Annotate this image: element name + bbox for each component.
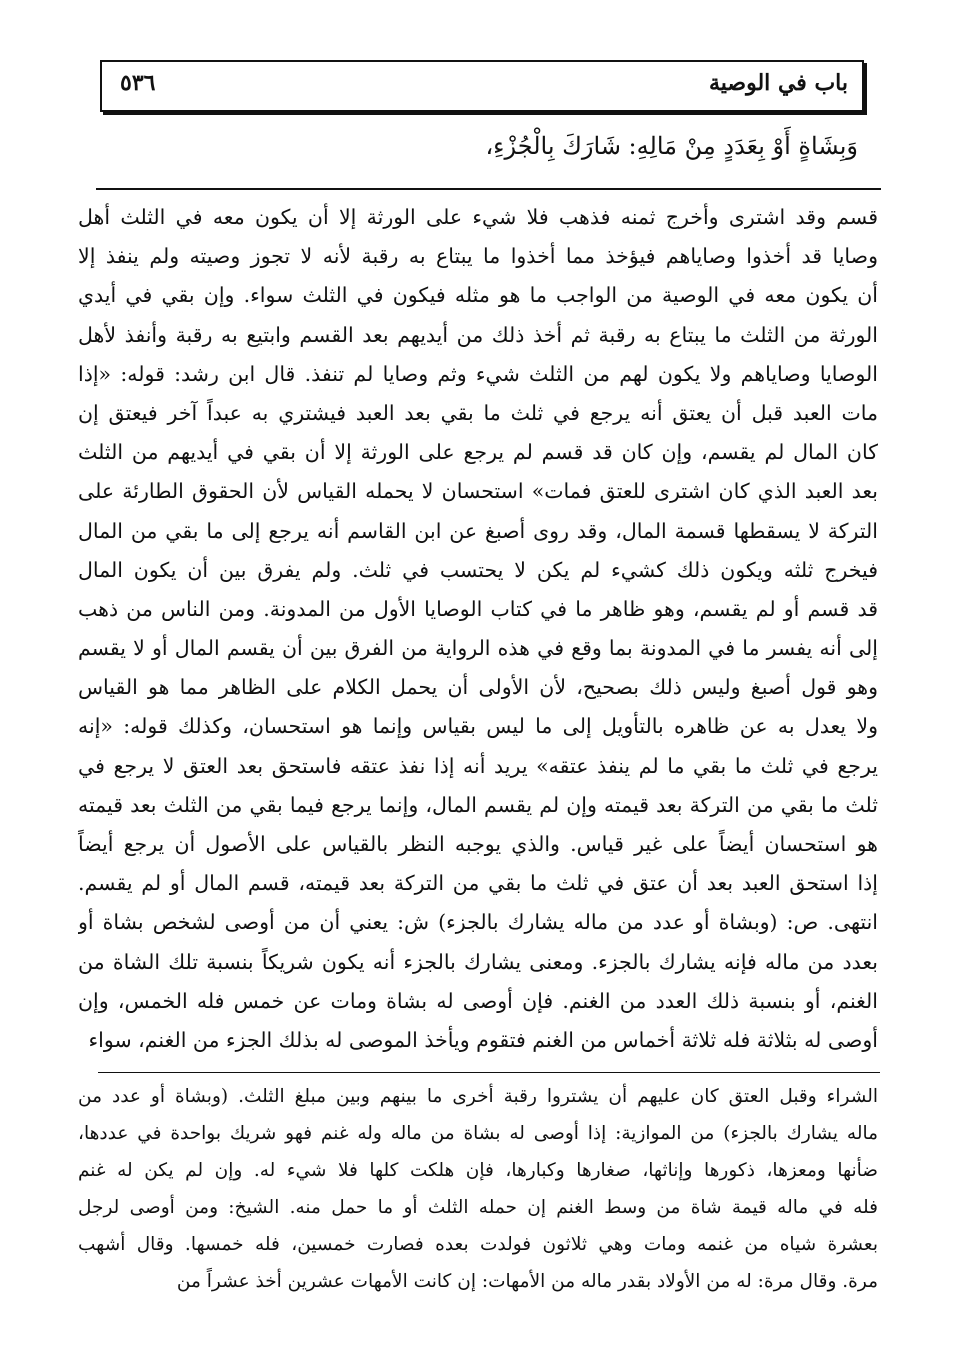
commentary-line: مات العبد قبل أن يعتق أنه يرجع في ثلث ما بقي بعد العبد فيشتري به عبداً آخر فيعتق إن bbox=[78, 400, 878, 425]
commentary-line: ثلث ما بقي من التركة بعد قيمته وإن لم يقسم المال، وإنما يرجع فيما بقي من الثلث بعد قيمته bbox=[78, 792, 878, 817]
commentary-line: بعدد من ماله فإنه يشارك بالجزء. ومعنى يشارك بالجزء أنه يكون شريكاً بنسبة تلك الشاة من bbox=[78, 949, 878, 974]
commentary-line: أوصى له بثلاثة فله ثلاثة أخماس من الغنم فتقوم ويأخذ الموصى له بذلك الجزء من الغنم، سواء bbox=[88, 1027, 878, 1052]
matn-text: وَبِشَاةٍ أَوْ بِعَدَدٍ مِنْ مَالِهِ: شَارَكَ بِالْجُزْءِ، bbox=[485, 132, 858, 160]
footnote-body bbox=[78, 1078, 878, 1300]
commentary-body bbox=[78, 198, 878, 1060]
commentary-line: الوصايا وصاياهم ولا يكون لهم من الثلث شيء وثم وصايا لم تنفذ. قال ابن رشد: قوله: «إذا bbox=[78, 361, 878, 386]
footnote-line: ضأنها ومعزها، ذكورها وإناثها، صغارها وكبارها، فإن هلكت كلها فلا شيء له. وإن لم يكن له غنم bbox=[78, 1160, 878, 1181]
commentary-line: انتهى. ص: (وبشاة أو عدد من ماله يشارك بالجزء) ش: يعني أن من أوصى لشخص بشاة أو bbox=[78, 910, 878, 935]
chapter-title: باب في الوصية bbox=[708, 70, 848, 96]
commentary-line: ولا يعدل به عن ظاهره بالتأويل إلى ما ليس بقياس وإنما هو استحسان، وكذلك قوله: «إنه bbox=[78, 714, 878, 739]
commentary-line: وهو قول أصبغ وليس ذلك بصحيح، لأن الأولى أن يحمل الكلام على الظاهر مما هو القياس bbox=[78, 675, 878, 700]
page-header bbox=[100, 60, 864, 112]
commentary-line: قسم وقد اشترى وأخرج ثمنه فذهب فلا شيء على الورثة إلا أن يكون معه في الثلث أهل bbox=[78, 205, 878, 229]
commentary-line: وصايا قد أخذوا وصاياهم فيؤخذ مما أخذوا ما يبتاع به رقبة لأنه لا تجوز وصيته ولم ينفذ إلا bbox=[78, 244, 878, 269]
footnote-line: ماله يشارك بالجزء) من الموازية: إذا أوصى له بشاة من ماله وله غنم فهو شريك بواحدة في عددها، bbox=[78, 1123, 878, 1144]
footnote-line: بعشرة شياه من غنمه ومات وهي ثلاثون فولدت بعده فصارت خمسين، فله خمسها. وقال أشهب bbox=[78, 1234, 878, 1255]
commentary-line: بعد العبد الذي كان اشترى للعتق فمات» استحسان لا يحمله القياس لأن الحقوق الطارئة على bbox=[78, 479, 878, 504]
page-number: ٥٣٦ bbox=[120, 70, 156, 96]
footnote-line: الشراء وقبل العتق كان عليهم أن يشتروا رقبة أخرى ما بينهم وبين مبلغ الثلث. (وبشاة أو عدد من bbox=[78, 1086, 878, 1107]
commentary-line: هو استحسان أيضاً على غير قياس. والذي يوجبه النظر بالقياس على الأصول أن يرجع أيضاً bbox=[78, 832, 878, 856]
commentary-line: قد قسم أو لم يقسم، وهو ظاهر ما في كتاب الوصايا الأول من المدونة. ومن الناس من ذهب bbox=[78, 596, 878, 621]
commentary-line: الغنم، أو بنسبة ذلك العدد من الغنم. فإن أوصى له بشاة ومات عن خمس فله الخمس، وإن bbox=[78, 988, 878, 1013]
commentary-line: الورثة من الثلث ما يبتاع به رقبة ثم أخذ ذلك من أيديهم بعد القسم وابتيع به رقبة وأنفذ لأهل bbox=[78, 322, 878, 347]
commentary-line: إلى أنه يفسر ما في المدونة بما وقع في هذه الرواية من الفرق بين أن يقسم المال أو لا يقسم bbox=[78, 636, 878, 661]
commentary-line: يرجع في ثلث ما بقي ما لم ينفذ عتقه» يريد أنه إذا نفذ عتقه فاستحق بعد العتق لا يرجع في bbox=[78, 753, 878, 778]
matn-divider bbox=[96, 188, 881, 190]
commentary-line: التركة لا يسقطها قسمة المال، وقد روى أصبغ عن ابن القاسم أنه يرجع إلى ما بقي من المال bbox=[78, 518, 878, 543]
commentary-line: كان المال لم يقسم، وإن كان قد قسم لم يرجع على الورثة إلا أن بقي في أيديهم من الثلث bbox=[78, 440, 878, 465]
footnote-line: مرة. وقال مرة: له من الأولاد بقدر ماله من الأمهات: إن كانت الأمهات عشرين أخذ عشراً من bbox=[176, 1271, 878, 1292]
footnote-divider bbox=[98, 1072, 880, 1073]
commentary-line: إذا استحق العبد بعد أن عتق في ثلث ما بقي من التركة بعد قيمته، قسم المال أو لم يقسم. bbox=[78, 871, 878, 896]
commentary-line: أن يكون معه في الوصية من الواجب ما هو مثله فيكون في الثلث سواء. وإن بقي في أيدي bbox=[78, 283, 878, 308]
commentary-line: فيخرج ثلثه ويكون ذلك كشيء لم يكن لا يحتسب في ثلث. ولم يفرق بين أن يكون المال bbox=[78, 557, 878, 582]
footnote-line: فله في ماله قيمة شاة من وسط الغنم إن حمله الثلث أو ما حمل منه. الشيخ: ومن أوصى لرجل bbox=[78, 1197, 878, 1218]
